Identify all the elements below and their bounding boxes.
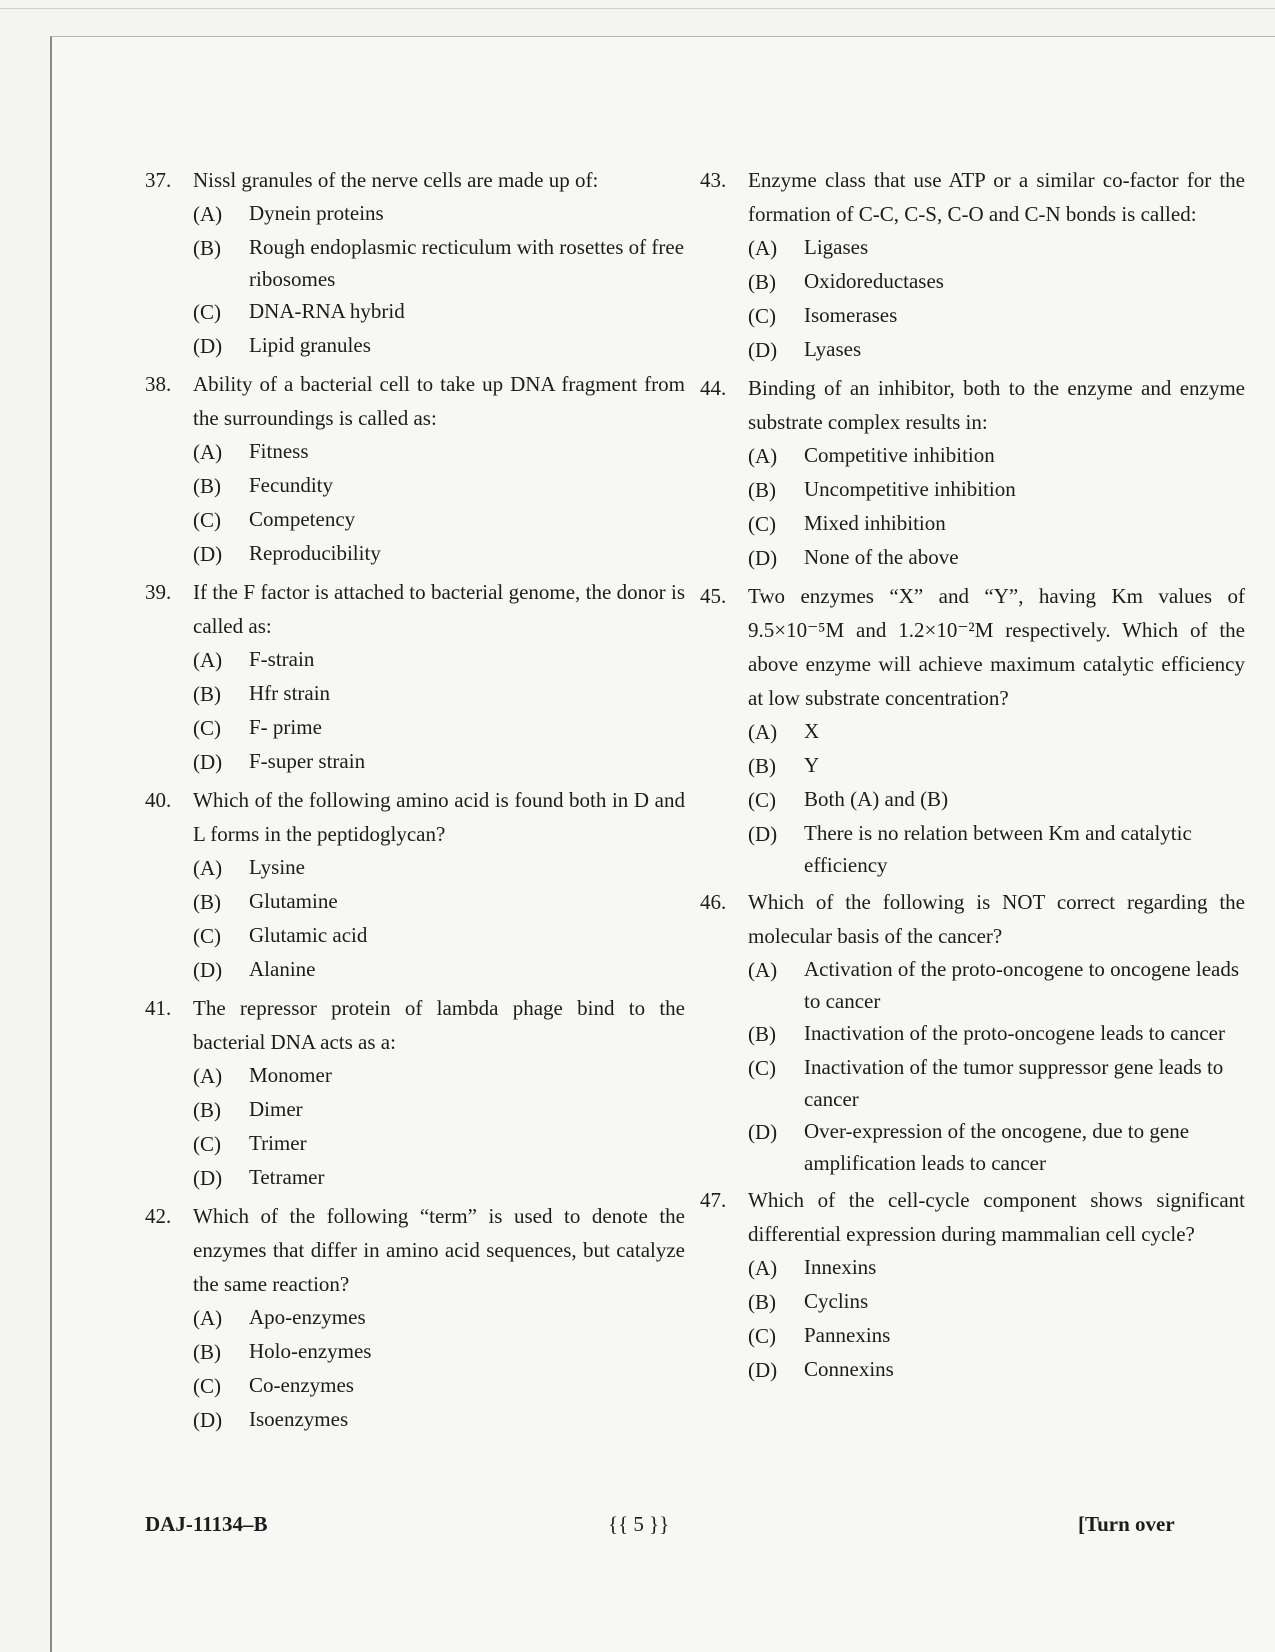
option-text: Reproducibility <box>249 541 381 565</box>
option-label: (D) <box>748 822 778 846</box>
option-text: Innexins <box>804 1255 877 1279</box>
option-text: Cyclins <box>804 1289 869 1313</box>
answer-option <box>193 1369 685 1403</box>
left-column <box>145 163 685 1441</box>
option-text: Oxidoreductases <box>804 269 944 293</box>
answer-option <box>193 231 685 295</box>
answer-option <box>748 1017 1245 1051</box>
answer-option <box>193 1301 685 1335</box>
option-text: Mixed inhibition <box>804 511 946 535</box>
option-text: Holo-enzymes <box>249 1339 372 1363</box>
option-label: (B) <box>748 270 776 294</box>
question-text: Which of the cell-cycle component shows significant differential expression during mammalian cell cycle? <box>748 1188 1245 1246</box>
option-text: F-strain <box>249 647 315 671</box>
option-label: (B) <box>748 1290 776 1314</box>
answer-option <box>748 749 1245 783</box>
option-label: (B) <box>193 890 221 914</box>
answer-option <box>193 1161 685 1195</box>
question-46 <box>700 885 1245 1179</box>
question-number: 37. <box>145 168 172 192</box>
question-number: 39. <box>145 580 172 604</box>
option-text: Isoenzymes <box>249 1407 349 1431</box>
turn-over-label: [Turn over <box>1078 1512 1175 1536</box>
option-text: DNA-RNA hybrid <box>249 299 405 323</box>
question-text: Which of the following is NOT correct regarding the molecular basis of the cancer? <box>748 890 1245 948</box>
option-label: (D) <box>193 1408 223 1432</box>
option-label: (D) <box>193 750 223 774</box>
option-label: (C) <box>748 788 776 812</box>
option-label: (B) <box>748 478 776 502</box>
question-text: If the F factor is attached to bacterial genome, the donor is called as: <box>193 580 685 638</box>
answer-option <box>193 435 685 469</box>
answer-option <box>193 1403 685 1437</box>
answer-option <box>193 1127 685 1161</box>
option-label: (C) <box>193 300 221 324</box>
option-label: (A) <box>748 958 778 982</box>
option-label: (A) <box>193 1306 223 1330</box>
option-label: (B) <box>193 1340 221 1364</box>
option-text: Monomer <box>249 1063 332 1087</box>
option-label: (D) <box>748 1358 778 1382</box>
option-label: (A) <box>748 720 778 744</box>
question-number: 41. <box>145 996 172 1020</box>
option-label: (A) <box>748 1256 778 1280</box>
option-label: (B) <box>193 1098 221 1122</box>
question-text: Two enzymes “X” and “Y”, having Km values of 9.5×10⁻⁵M and 1.2×10⁻²M respectively. Which of the above enzyme will achieve maximum catalytic efficiency at low substrate concentration? <box>748 584 1245 710</box>
answer-option <box>193 503 685 537</box>
answer-option <box>748 231 1245 265</box>
option-text: Fecundity <box>249 473 333 497</box>
answer-option <box>748 1319 1245 1353</box>
answer-option <box>748 265 1245 299</box>
answer-option <box>193 953 685 987</box>
option-label: (C) <box>193 1132 221 1156</box>
option-label: (B) <box>748 754 776 778</box>
paper-code: DAJ-11134–B <box>145 1512 268 1536</box>
option-label: (A) <box>193 440 223 464</box>
question-text: Binding of an inhibitor, both to the enzyme and enzyme substrate complex results in: <box>748 376 1245 434</box>
question-number: 38. <box>145 372 172 396</box>
option-text: Competitive inhibition <box>804 443 995 467</box>
option-text: Tetramer <box>249 1165 325 1189</box>
answer-option <box>193 711 685 745</box>
option-text: Uncompetitive inhibition <box>804 477 1016 501</box>
option-label: (C) <box>193 716 221 740</box>
option-text: There is no relation between Km and catalytic efficiency <box>804 821 1192 877</box>
question-40 <box>145 783 685 987</box>
option-text: Over-expression of the oncogene, due to gene amplification leads to cancer <box>804 1119 1190 1175</box>
question-42 <box>145 1199 685 1437</box>
option-label: (D) <box>748 546 778 570</box>
answer-option <box>193 677 685 711</box>
answer-option <box>193 1059 685 1093</box>
option-text: Dynein proteins <box>249 201 384 225</box>
answer-option <box>193 295 685 329</box>
option-label: (C) <box>748 1324 776 1348</box>
question-text: Which of the following amino acid is found both in D and L forms in the peptidoglycan? <box>193 788 685 846</box>
option-label: (C) <box>193 1374 221 1398</box>
answer-option <box>193 851 685 885</box>
option-text: Glutamic acid <box>249 923 368 947</box>
option-text: Pannexins <box>804 1323 891 1347</box>
answer-option <box>748 439 1245 473</box>
option-label: (C) <box>748 512 776 536</box>
question-37 <box>145 163 685 363</box>
answer-option <box>748 1115 1245 1179</box>
question-number: 44. <box>700 376 727 400</box>
answer-option <box>748 953 1245 1017</box>
option-text: Fitness <box>249 439 309 463</box>
page-edge <box>0 8 1275 9</box>
option-text: Activation of the proto-oncogene to oncogene leads to cancer <box>804 957 1240 1013</box>
option-label: (C) <box>193 924 221 948</box>
answer-option <box>193 329 685 363</box>
option-label: (D) <box>193 334 223 358</box>
option-label: (C) <box>748 1056 776 1080</box>
question-45 <box>700 579 1245 881</box>
option-text: F- prime <box>249 715 322 739</box>
answer-option <box>193 469 685 503</box>
option-text: X <box>804 719 820 743</box>
answer-option <box>748 1051 1245 1115</box>
question-text: Nissl granules of the nerve cells are made up of: <box>193 168 599 192</box>
question-number: 42. <box>145 1204 172 1228</box>
option-label: (B) <box>748 1022 776 1046</box>
option-text: Alanine <box>249 957 316 981</box>
option-text: Both (A) and (B) <box>804 787 949 811</box>
question-38 <box>145 367 685 571</box>
option-label: (D) <box>748 1120 778 1144</box>
page-number: {{ 5 }} <box>608 1512 670 1536</box>
answer-option <box>193 1093 685 1127</box>
question-text: Which of the following “term” is used to denote the enzymes that differ in amino acid sequences, but catalyze the same reaction? <box>193 1204 685 1296</box>
answer-option <box>748 333 1245 367</box>
question-number: 47. <box>700 1188 727 1212</box>
option-label: (D) <box>748 338 778 362</box>
answer-option <box>748 715 1245 749</box>
answer-option <box>748 473 1245 507</box>
question-number: 40. <box>145 788 172 812</box>
answer-option <box>193 885 685 919</box>
option-label: (A) <box>193 1064 223 1088</box>
answer-option <box>748 299 1245 333</box>
answer-option <box>748 1251 1245 1285</box>
option-label: (A) <box>193 856 223 880</box>
option-label: (B) <box>193 474 221 498</box>
option-text: Y <box>804 753 820 777</box>
option-label: (A) <box>193 648 223 672</box>
option-text: Hfr strain <box>249 681 331 705</box>
option-text: Competency <box>249 507 356 531</box>
answer-option <box>193 537 685 571</box>
answer-option <box>748 783 1245 817</box>
answer-option <box>193 643 685 677</box>
option-text: Lyases <box>804 337 862 361</box>
answer-option <box>193 1335 685 1369</box>
answer-option <box>748 507 1245 541</box>
option-text: Trimer <box>249 1131 307 1155</box>
option-text: Lipid granules <box>249 333 371 357</box>
option-text: None of the above <box>804 545 959 569</box>
option-label: (C) <box>748 304 776 328</box>
option-text: Inactivation of the proto-oncogene leads to cancer <box>804 1021 1225 1045</box>
answer-option <box>193 745 685 779</box>
question-number: 45. <box>700 584 727 608</box>
option-text: F-super strain <box>249 749 366 773</box>
question-44 <box>700 371 1245 575</box>
option-text: Inactivation of the tumor suppressor gene leads to cancer <box>804 1055 1224 1111</box>
option-text: Rough endoplasmic recticulum with rosettes of free ribosomes <box>249 235 685 291</box>
question-number: 43. <box>700 168 727 192</box>
question-text: The repressor protein of lambda phage bind to the bacterial DNA acts as a: <box>193 996 685 1054</box>
option-label: (C) <box>193 508 221 532</box>
option-text: Dimer <box>249 1097 303 1121</box>
option-text: Glutamine <box>249 889 338 913</box>
question-41 <box>145 991 685 1195</box>
option-label: (A) <box>748 236 778 260</box>
answer-option <box>748 541 1245 575</box>
answer-option <box>748 1285 1245 1319</box>
answer-option <box>193 197 685 231</box>
question-39 <box>145 575 685 779</box>
option-text: Co-enzymes <box>249 1373 354 1397</box>
option-text: Isomerases <box>804 303 898 327</box>
question-43 <box>700 163 1245 367</box>
option-text: Connexins <box>804 1357 894 1381</box>
question-number: 46. <box>700 890 727 914</box>
option-label: (A) <box>748 444 778 468</box>
answer-option <box>748 817 1245 881</box>
answer-option <box>748 1353 1245 1387</box>
answer-option <box>193 919 685 953</box>
question-text: Enzyme class that use ATP or a similar co-factor for the formation of C-C, C-S, C-O and C-N bonds is called: <box>748 168 1245 226</box>
option-text: Ligases <box>804 235 869 259</box>
option-text: Lysine <box>249 855 305 879</box>
question-47 <box>700 1183 1245 1387</box>
right-column <box>700 163 1245 1391</box>
question-text: Ability of a bacterial cell to take up DNA fragment from the surroundings is called as: <box>193 372 685 430</box>
option-label: (D) <box>193 542 223 566</box>
option-label: (D) <box>193 1166 223 1190</box>
option-label: (B) <box>193 236 221 260</box>
option-label: (D) <box>193 958 223 982</box>
option-label: (A) <box>193 202 223 226</box>
option-text: Apo-enzymes <box>249 1305 366 1329</box>
option-label: (B) <box>193 682 221 706</box>
